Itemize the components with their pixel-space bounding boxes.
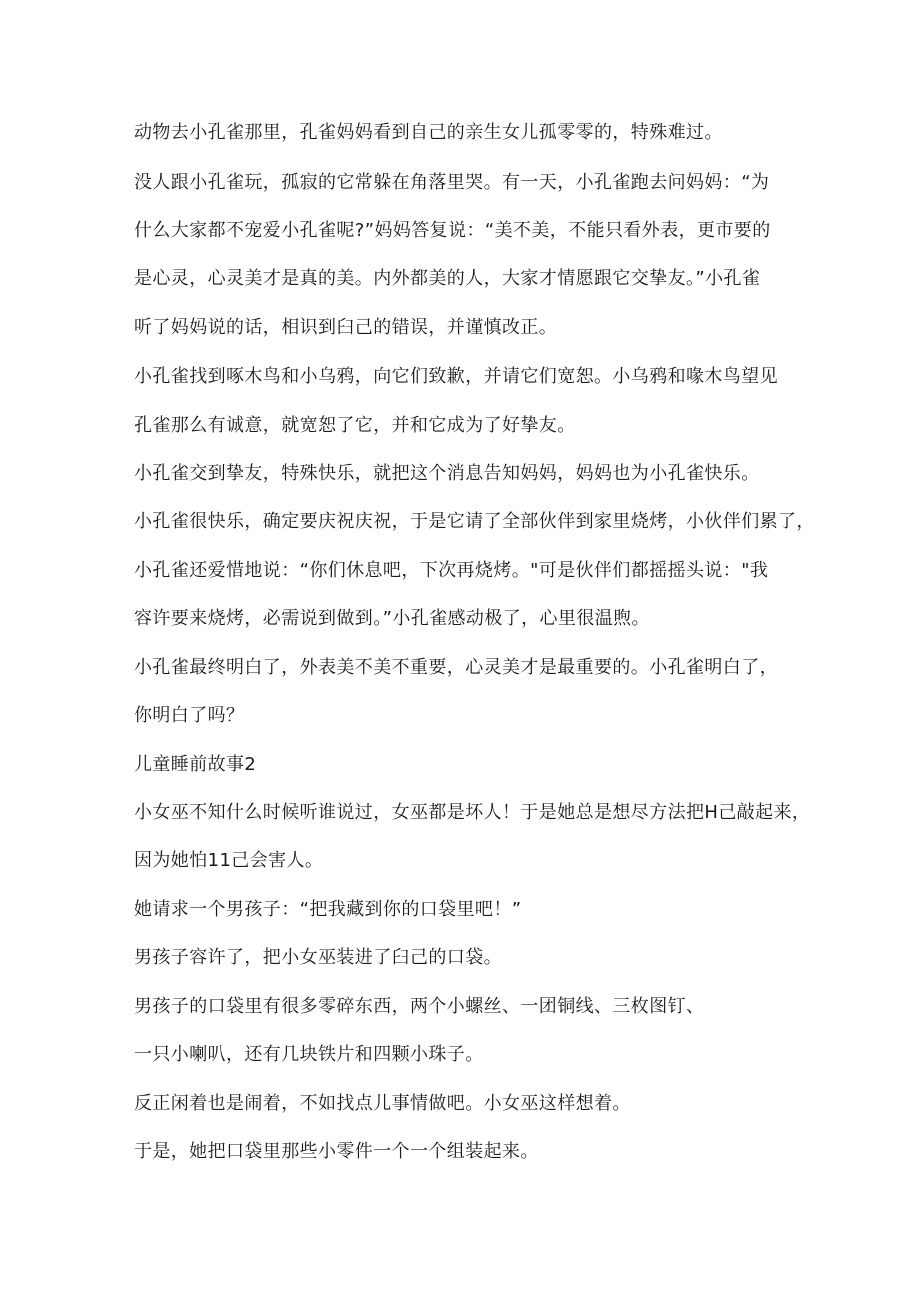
text-line: 容许要来烧烤，必需说到做到。”小孔雀感动极了，心里很温煦。	[134, 608, 650, 629]
text-line: 一只小喇叭，还有几块铁片和四颗小珠子。	[134, 1044, 484, 1065]
text-line: 是心灵，心灵美才是真的美。内外都美的人，大家才情愿跟它交挚友。”小孔雀	[134, 268, 761, 289]
text-line: 男孩子容许了，把小女巫装进了臼己的口袋。	[134, 947, 502, 968]
text-line: 小孔雀找到啄木鸟和小乌鸦，向它们致歉，并请它们宽恕。小乌鸦和喙木鸟望见	[134, 366, 778, 387]
text-line: 因为她怕11己会害人。	[134, 850, 324, 871]
text-line: 小孔雀交到挚友，特殊快乐，就把这个消息告知妈妈，妈妈也为小孔雀快乐。	[134, 463, 760, 484]
text-line: 孔雀那么有诚意，就宽恕了它，并和它成为了好挚友。	[134, 415, 576, 436]
text-line: 她请求一个男孩子：“把我藏到你的口袋里吧！”	[134, 899, 522, 920]
text-line: 你明白了吗？	[134, 705, 245, 726]
text-line: 小孔雀最终明白了，外表美不美不重要，心灵美才是最重要的。小孔雀明白了，	[134, 657, 778, 678]
text-line: 什么大家都不宠爱小孔雀呢?”妈妈答复说：“美不美，不能只看外表，更市要的	[134, 220, 771, 241]
text-line: 没人跟小孔雀玩，孤寂的它常躲在角落里哭。有一天，小孔雀跑去问妈妈：“为	[134, 172, 770, 193]
section-heading: 儿童睡前故事2	[134, 754, 257, 775]
text-line: 小女巫不知什么时候听谁说过，女巫都是坏人！于是她总是想尽方法把H己敲起来，	[134, 802, 811, 823]
text-line: 反正闲着也是闹着，不如找点儿事情做吧。小女巫这样想着。	[134, 1093, 631, 1114]
text-line: 听了妈妈说的话，相识到臼己的错误，并谨慎改正。	[134, 317, 558, 338]
text-line: 动物去小孔雀那里，孔雀妈妈看到自己的亲生女儿孤零零的，特殊难过。	[134, 122, 723, 143]
text-line: 男孩子的口袋里有很多零碎东西，两个小螺丝、一团铜线、三枚图钉、	[134, 996, 705, 1017]
text-line: 小孔雀很快乐，确定要庆祝庆祝，于是它请了全部伙伴到家里烧烤，小伙伴们累了，	[134, 511, 815, 532]
text-line: 小孔雀还爱惜地说：“你们休息吧，下次再烧烤。"可是伙伴们都摇摇头说："我	[134, 560, 769, 581]
text-line: 于是，她把口袋里那些小零件一个一个组装起来。	[134, 1141, 539, 1162]
